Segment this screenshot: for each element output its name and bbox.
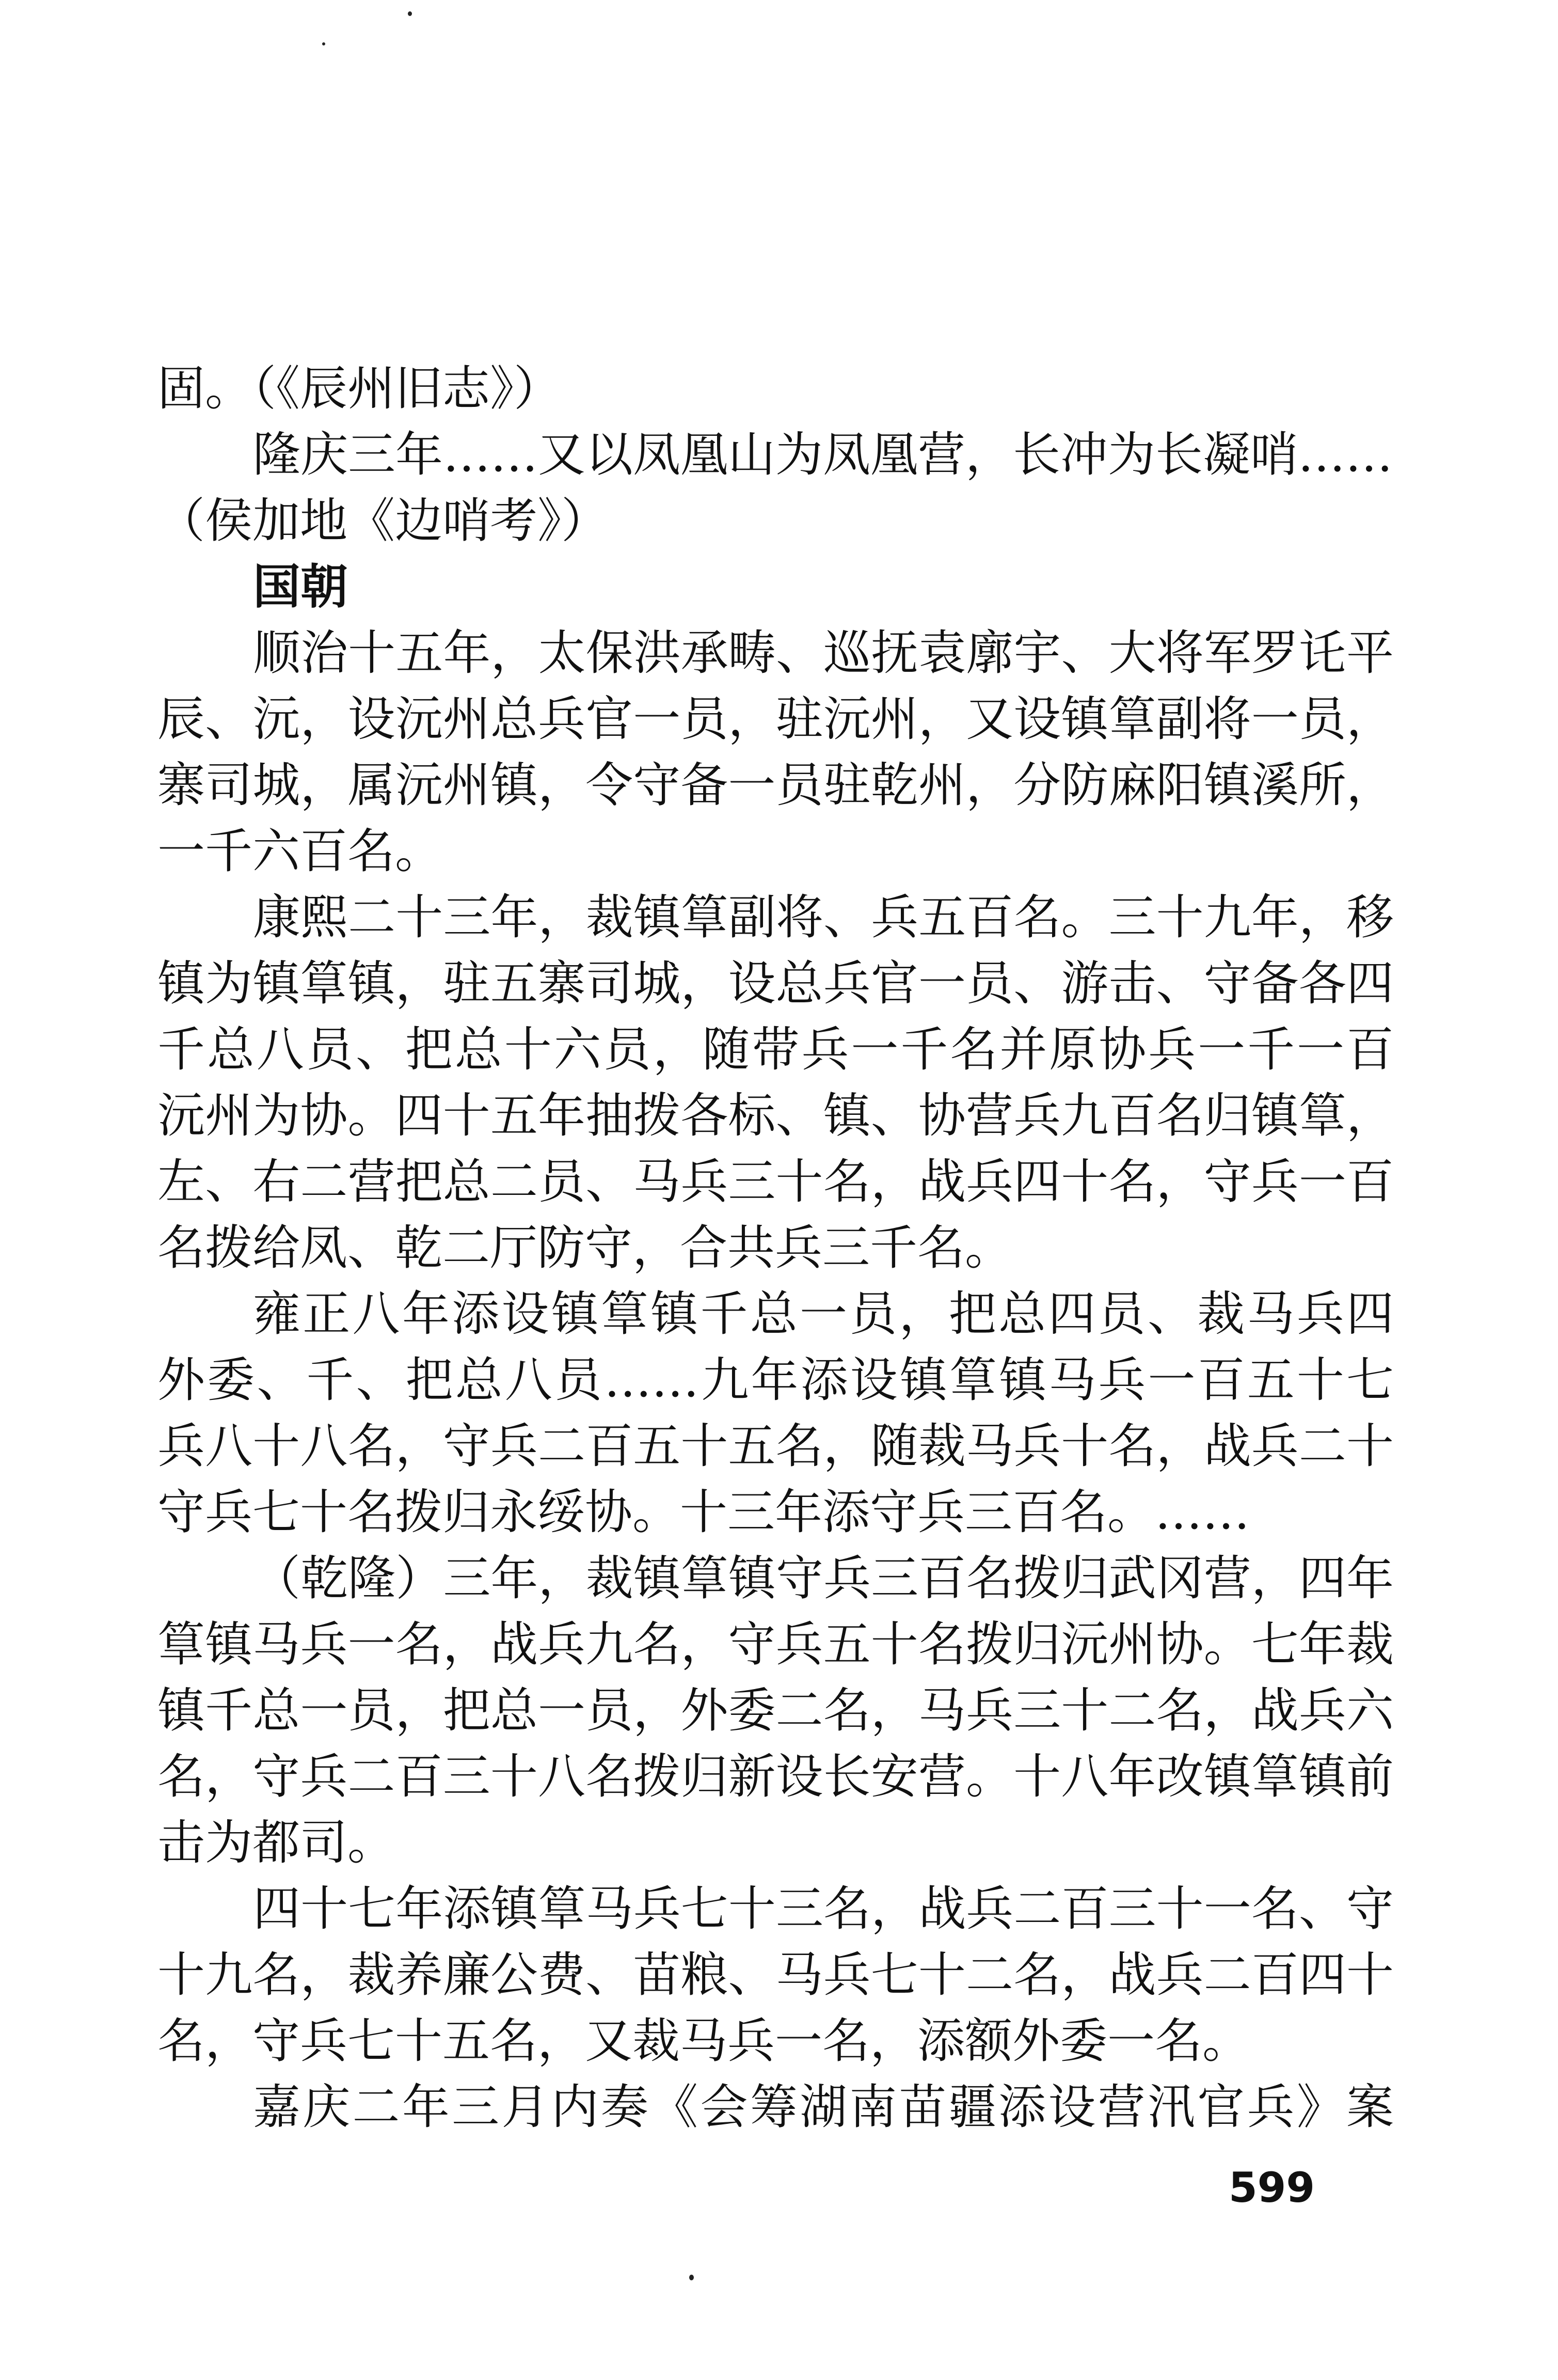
scan-speck [322, 42, 325, 45]
paragraph-kangxi-line-6: 名拨给凤、乾二厅防守，合共兵三千名。 [157, 1220, 1013, 1275]
paragraph-yongzheng-line-4: 守兵七十名拨归永绥协。十三年添守兵三百名。…… [157, 1485, 1250, 1540]
paragraph-shunzhi-line-3: 寨司城，属沅州镇，令守备一员驻乾州，分防麻阳镇溪所， [157, 758, 1394, 813]
paragraph-kangxi-line-3: 千总八员、把总十六员，随带兵一千名并原协兵一千一百 [157, 1022, 1394, 1077]
section-heading: 国朝 [253, 559, 348, 614]
paragraph-kangxi-line-2: 镇为镇筸镇，驻五寨司城，设总兵官一员、游击、守备各四 [157, 956, 1394, 1011]
paragraph-kangxi-line-4: 沅州为协。四十五年抽拨各标、镇、协营兵九百名归镇筸， [157, 1088, 1394, 1143]
paragraph-shunzhi-line-2: 辰、沅，设沅州总兵官一员，驻沅州，又设镇筸副将一员， [157, 691, 1394, 747]
paragraph-47th-year-line-3: 名，守兵七十五名，又裁马兵一名，添额外委一名。 [157, 2013, 1250, 2069]
paragraph-kangxi-line-1: 康熙二十三年，裁镇筸副将、兵五百名。三十九年，移 [253, 890, 1394, 945]
text-line-2: 隆庆三年……又以凤凰山为凤凰营，长冲为长凝哨…… [253, 427, 1393, 482]
text-line-3: （侯加地《边哨考》） [157, 493, 609, 548]
paragraph-shunzhi-line-4: 一千六百名。 [157, 824, 443, 879]
scan-speck [408, 11, 412, 16]
paragraph-yongzheng-line-3: 兵八十八名，守兵二百五十五名，随裁马兵十名，战兵二十 [157, 1418, 1394, 1474]
paragraph-shunzhi-line-1: 顺治十五年，太保洪承畴、巡抚袁廓宇、大将军罗讬平 [253, 625, 1394, 681]
paragraph-47th-year-line-2: 十九名，裁养廉公费、苗粮、马兵七十二名，战兵二百四十 [157, 1947, 1394, 2003]
paragraph-qianlong-line-3: 镇千总一员，把总一员，外委二名，马兵三十二名，战兵六 [157, 1683, 1394, 1738]
page-number: 599 [1229, 2164, 1315, 2212]
scan-speck [689, 2275, 694, 2280]
paragraph-yongzheng-line-1: 雍正八年添设镇筸镇千总一员，把总四员、裁马兵四 [253, 1286, 1394, 1342]
paragraph-qianlong-line-5: 击为都司。 [157, 1815, 395, 1870]
text-line-1: 固。（《辰州旧志》） [157, 361, 562, 416]
paragraph-qianlong-line-4: 名，守兵二百三十八名拨归新设长安营。十八年改镇筸镇前 [157, 1749, 1394, 1804]
paragraph-jiaqing-line-1: 嘉庆二年三月内奏《会筹湖南苗疆添设营汛官兵》案 [253, 2079, 1394, 2135]
paragraph-kangxi-line-5: 左、右二营把总二员、马兵三十名，战兵四十名，守兵一百 [157, 1154, 1394, 1209]
paragraph-qianlong-line-2: 筸镇马兵一名，战兵九名，守兵五十名拨归沅州协。七年裁 [157, 1617, 1394, 1672]
paragraph-47th-year-line-1: 四十七年添镇筸马兵七十三名，战兵二百三十一名、守 [253, 1881, 1394, 1936]
paragraph-qianlong-line-1: （乾隆）三年，裁镇筸镇守兵三百名拨归武冈营，四年 [253, 1551, 1394, 1606]
paragraph-yongzheng-line-2: 外委、千、把总八员……九年添设镇筸镇马兵一百五十七 [157, 1352, 1394, 1408]
